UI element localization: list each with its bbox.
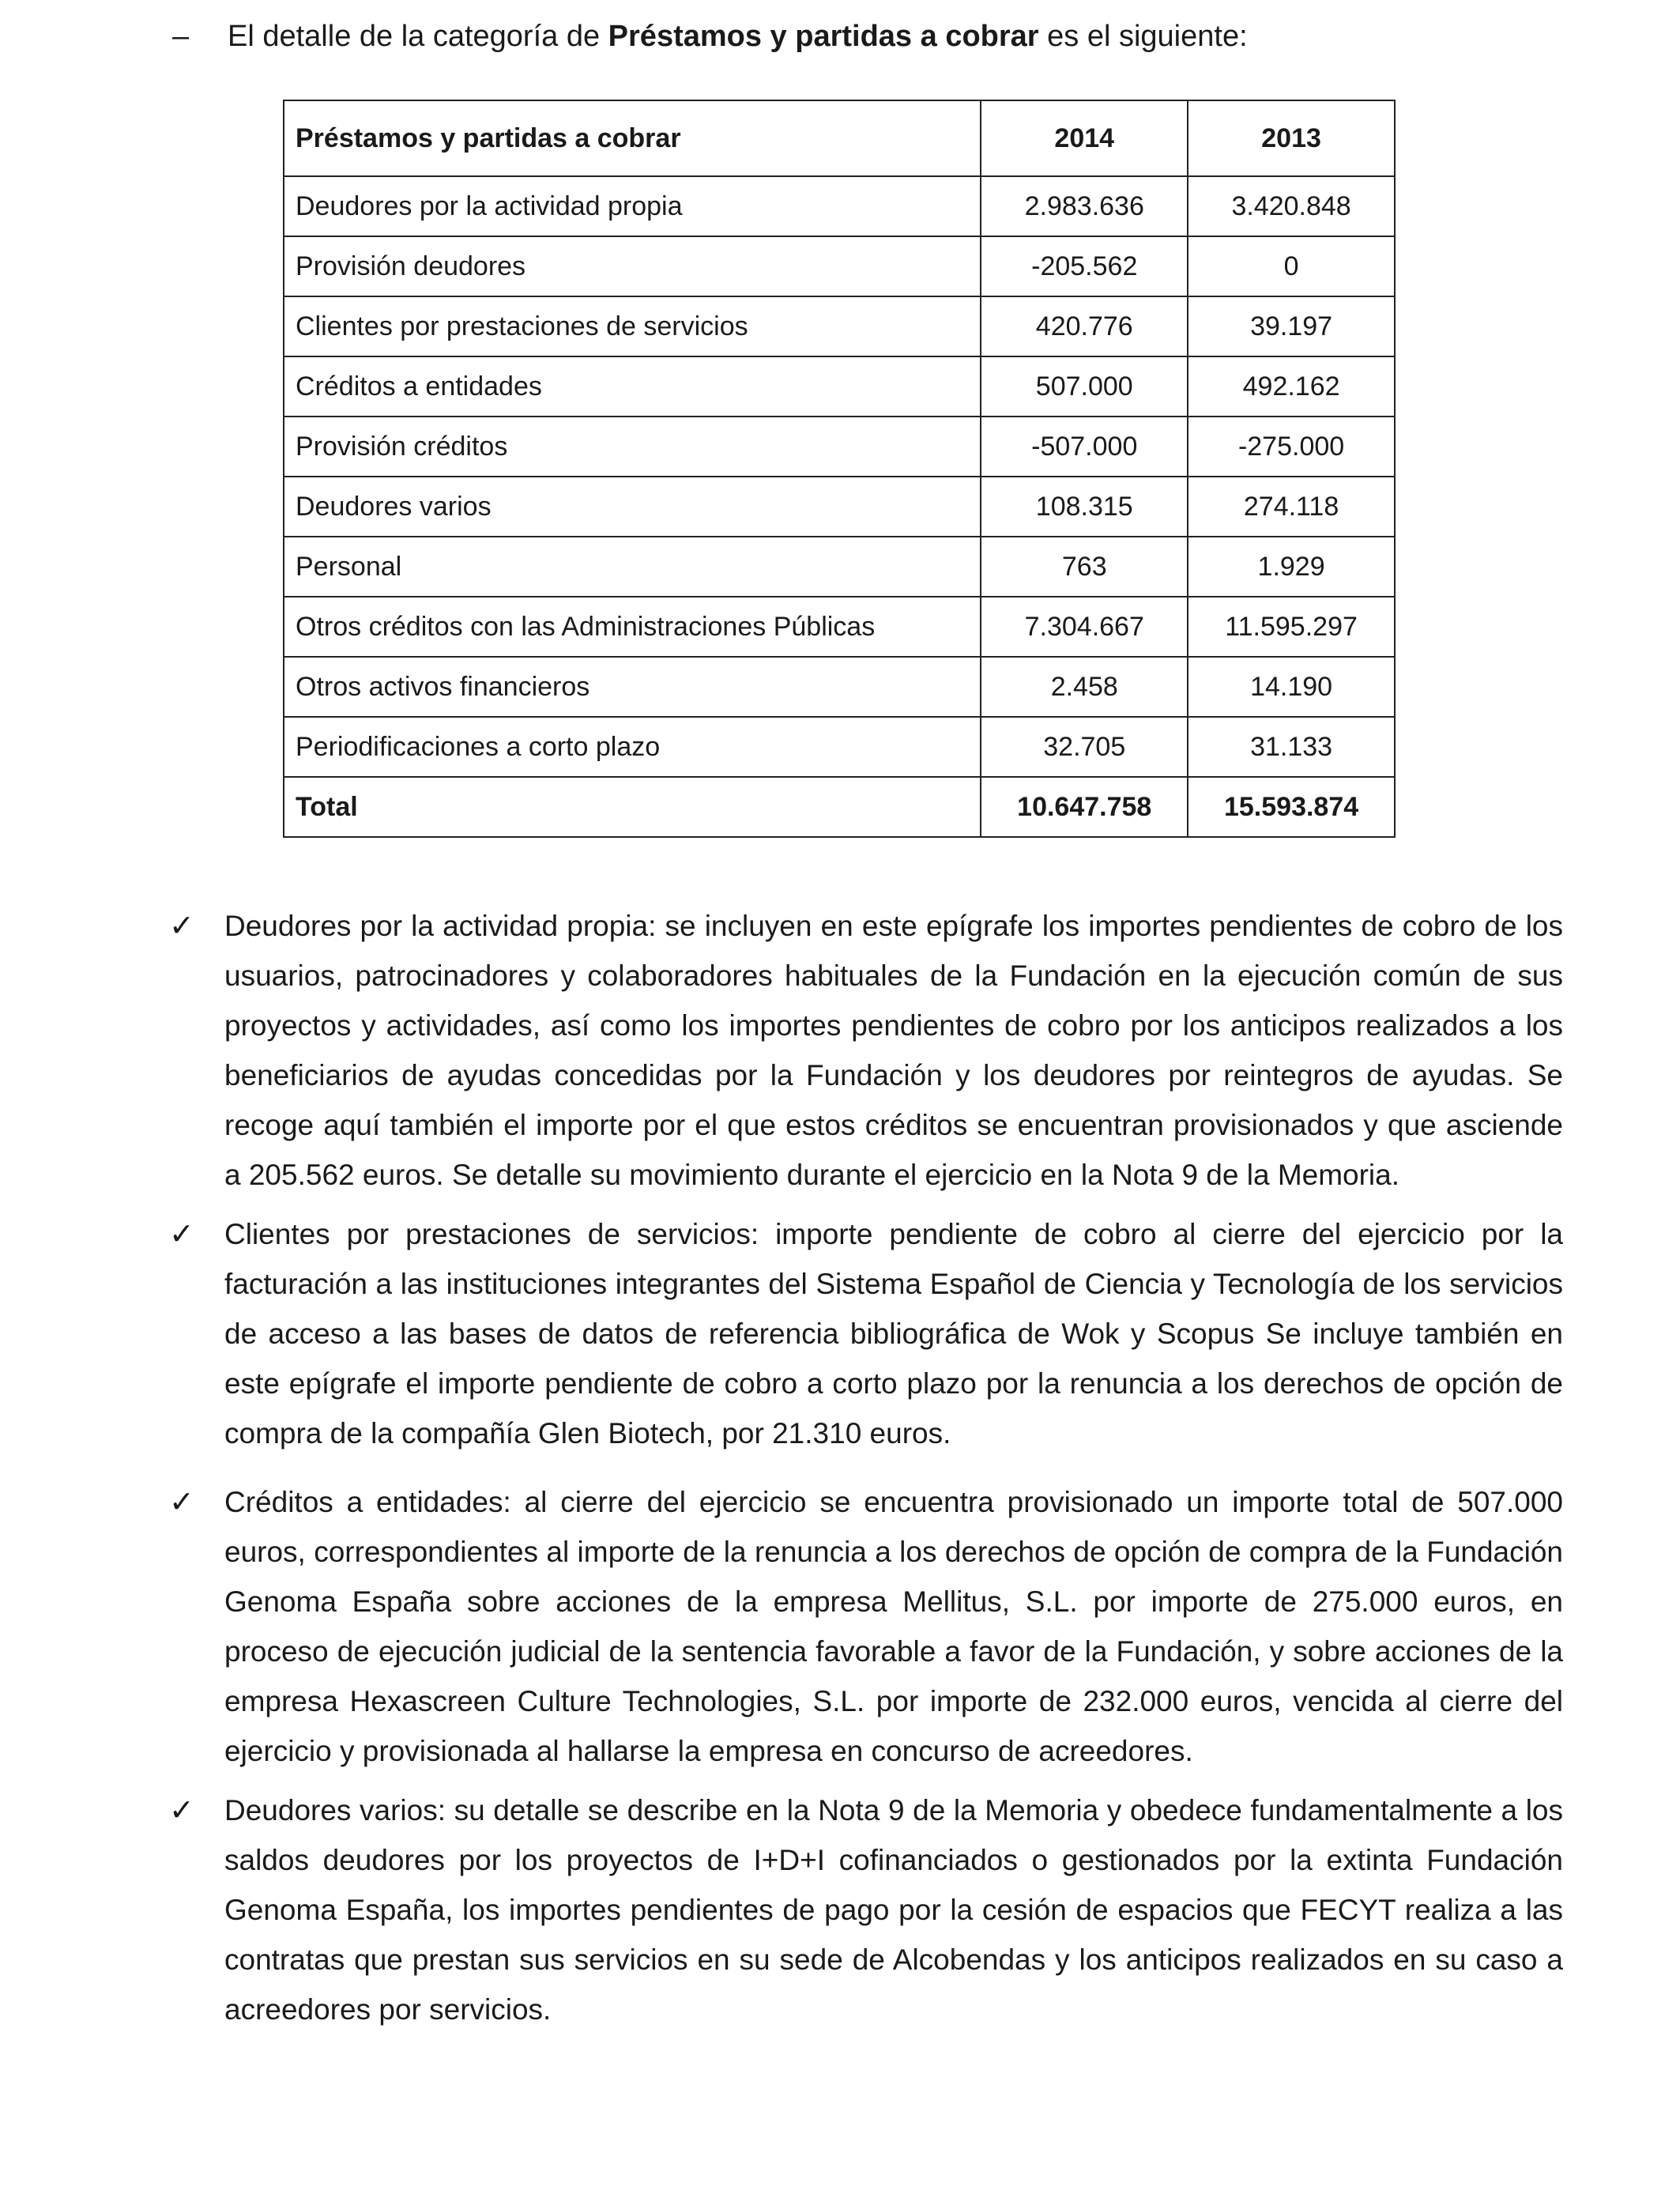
row-label: Otros activos financieros [284,657,981,717]
table-header-row [284,100,1395,176]
checkmark-icon: ✓ [169,908,194,943]
value-2014: 32.705 [981,717,1188,777]
row-label: Provisión deudores [284,236,981,296]
list-item [0,1477,1680,1776]
value-2013: 31.133 [1188,717,1395,777]
value-2014: 2.983.636 [981,176,1188,236]
header-year-2014: 2014 [981,100,1188,176]
row-label: Provisión créditos [284,417,981,477]
value-2014: 7.304.667 [981,597,1188,657]
row-label: Deudores por la actividad propia [284,176,981,236]
intro-text [228,14,1248,58]
total-label: Total [284,777,981,837]
table-row [284,597,1395,657]
table-row [284,417,1395,477]
total-2014: 10.647.758 [981,777,1188,837]
intro-prefix: El detalle de la categoría de [228,20,608,53]
value-2014: 763 [981,537,1188,597]
list-item [0,1209,1680,1458]
explanations-list [0,901,1680,2044]
header-year-2013: 2013 [1188,100,1395,176]
value-2013: 274.118 [1188,477,1395,537]
table-row [284,537,1395,597]
list-item [0,1785,1680,2034]
table-row [284,296,1395,356]
value-2013: 11.595.297 [1188,597,1395,657]
value-2013: 39.197 [1188,296,1395,356]
value-2014: -205.562 [981,236,1188,296]
row-label: Periodificaciones a corto plazo [284,717,981,777]
value-2013: -275.000 [1188,417,1395,477]
table-total-row [284,777,1395,837]
header-category: Préstamos y partidas a cobrar [284,100,981,176]
list-item [0,901,1680,1200]
explanation-deudores-actividad: Deudores por la actividad propia: se incluyen en este epígrafe los importes pendientes de cobro de los usuarios, patrocinadores y colaboradores habituales de la Fundación en la ejecución común de sus proyectos y actividades, así como los importes pendientes de cobro por los anticipos realizados a los beneficiarios de ayudas concedidas por la Fundación y los deudores por reintegros de ayudas. Se recoge aquí también el importe por el que estos créditos se encuentran provisionados y que asciende a 205.562 euros. Se detalle su movimiento durante el ejercicio en la Nota 9 de la Memoria. [224,910,1563,1191]
explanation-deudores-varios: Deudores varios: su detalle se describe en la Nota 9 de la Memoria y obedece fundamentalmente a los saldos deudores por los proyectos de I+D+I cofinanciados o gestionados por la extinta Fundación Genoma España, los importes pendientes de pago por la cesión de espacios que FECYT realiza a las contratas que prestan sus servicios en su sede de Alcobendas y los anticipos realizados en su caso a acreedores por servicios. [224,1794,1563,2026]
explanation-clientes-servicios: Clientes por prestaciones de servicios: importe pendiente de cobro al cierre del ejercicio por la facturación a las instituciones integrantes del Sistema Español de Ciencia y Tecnología de los servicios de acceso a las bases de datos de referencia bibliográfica de Wok y Scopus Se incluye también en este epígrafe el importe pendiente de cobro a corto plazo por la renuncia a los derechos de opción de compra de la compañía Glen Biotech, por 21.310 euros. [224,1218,1563,1449]
explanation-creditos-entidades: Créditos a entidades: al cierre del ejercicio se encuentra provisionado un importe total de 507.000 euros, correspondientes al importe de la renuncia a los derechos de opción de compra de la Fundación Genoma España sobre acciones de la empresa Mellitus, S.L. por importe de 275.000 euros, en proceso de ejecución judicial de la sentencia favorable a favor de la Fundación, y sobre acciones de la empresa Hexascreen Culture Technologies, S.L. por importe de 232.000 euros, vencida al cierre del ejercicio y provisionada al hallarse la empresa en concurso de acreedores. [224,1486,1563,1767]
intro-bold-category: Préstamos y partidas a cobrar [608,20,1039,53]
table-row [284,176,1395,236]
value-2013: 3.420.848 [1188,176,1395,236]
checkmark-icon: ✓ [169,1484,194,1519]
value-2014: 108.315 [981,477,1188,537]
row-label: Personal [284,537,981,597]
table-row [284,236,1395,296]
table-row [284,717,1395,777]
table-row [284,657,1395,717]
intro-suffix: es el siguiente: [1038,20,1248,53]
table-row [284,477,1395,537]
value-2014: 2.458 [981,657,1188,717]
row-label: Otros créditos con las Administraciones Públicas [284,597,981,657]
table-row [284,356,1395,417]
row-label: Clientes por prestaciones de servicios [284,296,981,356]
dash-bullet: – [172,20,190,53]
loans-receivables-table [283,100,1396,838]
value-2013: 492.162 [1188,356,1395,417]
checkmark-icon: ✓ [169,1793,194,1827]
intro-line [0,14,1680,58]
value-2014: 420.776 [981,296,1188,356]
value-2013: 0 [1188,236,1395,296]
value-2013: 14.190 [1188,657,1395,717]
value-2013: 1.929 [1188,537,1395,597]
total-2013: 15.593.874 [1188,777,1395,837]
value-2014: -507.000 [981,417,1188,477]
checkmark-icon: ✓ [169,1216,194,1251]
value-2014: 507.000 [981,356,1188,417]
row-label: Deudores varios [284,477,981,537]
row-label: Créditos a entidades [284,356,981,417]
